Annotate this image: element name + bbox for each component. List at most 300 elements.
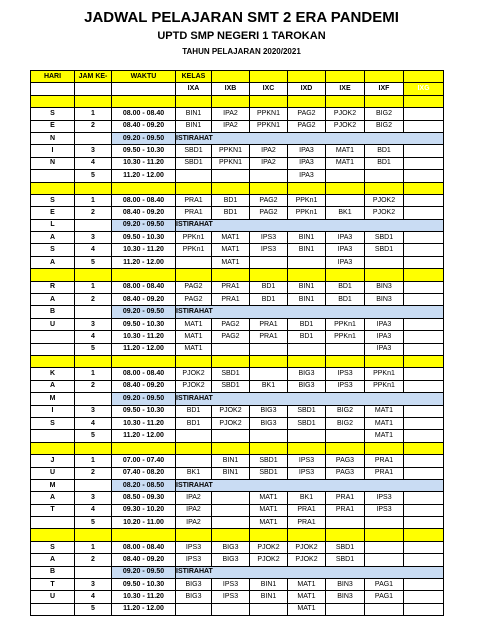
period-number: 1 — [75, 455, 112, 467]
subject-cell: SBD1 — [326, 541, 365, 553]
day-letter: M — [31, 479, 75, 491]
day-letter: S — [31, 108, 75, 120]
time-slot: 09.20 - 09.50 — [112, 306, 176, 318]
period-number: 1 — [75, 108, 112, 120]
subject-cell — [212, 430, 250, 442]
time-slot: 08.00 - 08.40 — [112, 368, 176, 380]
lesson-row — [31, 554, 444, 566]
empty-cell — [404, 541, 444, 553]
period-number: 2 — [75, 207, 112, 219]
subject-cell: SBD1 — [365, 232, 404, 244]
lesson-row — [31, 157, 444, 169]
day-letter — [31, 343, 75, 355]
subject-cell: PAG3 — [326, 467, 365, 479]
subject-cell — [176, 603, 212, 615]
subject-cell — [326, 517, 365, 529]
class-header: IXB — [212, 83, 250, 95]
period-number: 2 — [75, 554, 112, 566]
day-letter: U — [31, 591, 75, 603]
day-letter — [31, 331, 75, 343]
subject-cell: MAT1 — [176, 343, 212, 355]
lesson-row — [31, 430, 444, 442]
time-slot: 09.30 - 10.20 — [112, 504, 176, 516]
empty-cell — [404, 603, 444, 615]
subject-cell: MAT1 — [212, 232, 250, 244]
time-slot: 10.30 - 11.20 — [112, 244, 176, 256]
day-letter: J — [31, 455, 75, 467]
subject-cell — [365, 170, 404, 182]
break-label: ISTIRAHAT — [176, 132, 444, 144]
subject-cell — [176, 455, 212, 467]
subject-cell: MAT1 — [365, 430, 404, 442]
lesson-row — [31, 455, 444, 467]
subject-cell — [250, 368, 288, 380]
time-slot: 08.50 - 09.30 — [112, 492, 176, 504]
period-number — [75, 393, 112, 405]
time-slot: 08.40 - 09.20 — [112, 120, 176, 132]
break-label: ISTIRAHAT — [176, 219, 444, 231]
day-letter: A — [31, 256, 75, 268]
academic-year: TAHUN PELAJARAN 2020/2021 — [182, 47, 301, 56]
lesson-row — [31, 232, 444, 244]
subject-cell: PAG1 — [365, 579, 404, 591]
subject-cell: IPA3 — [326, 256, 365, 268]
period-number: 4 — [75, 244, 112, 256]
break-label: ISTIRAHAT — [176, 479, 444, 491]
period-number: 5 — [75, 343, 112, 355]
period-number: 3 — [75, 492, 112, 504]
empty-cell — [404, 405, 444, 417]
subject-cell — [288, 430, 326, 442]
empty-cell — [404, 554, 444, 566]
time-slot: 07.00 - 07.40 — [112, 455, 176, 467]
subject-cell — [212, 492, 250, 504]
lesson-row — [31, 256, 444, 268]
subject-cell: SBD1 — [250, 467, 288, 479]
time-slot: 10.20 - 11.00 — [112, 517, 176, 529]
subject-cell — [250, 343, 288, 355]
subject-cell: IPA3 — [365, 343, 404, 355]
subject-cell: PJOK2 — [365, 207, 404, 219]
subject-cell — [250, 430, 288, 442]
time-slot: 09.50 - 10.30 — [112, 318, 176, 330]
subject-cell: BIN3 — [365, 294, 404, 306]
period-number — [75, 132, 112, 144]
subject-cell: BIN1 — [250, 579, 288, 591]
day-letter — [31, 170, 75, 182]
lesson-row — [31, 207, 444, 219]
subject-cell: PRA1 — [212, 294, 250, 306]
subject-cell: BIG3 — [288, 368, 326, 380]
lesson-row — [31, 368, 444, 380]
subject-cell — [212, 343, 250, 355]
subject-cell: PAG3 — [326, 455, 365, 467]
subject-cell: PAG2 — [250, 207, 288, 219]
subject-cell: BIN1 — [176, 120, 212, 132]
class-header: IXE — [326, 83, 365, 95]
subject-cell: BK1 — [288, 492, 326, 504]
empty-cell — [404, 157, 444, 169]
period-number: 2 — [75, 467, 112, 479]
period-number: 5 — [75, 517, 112, 529]
subject-cell — [365, 517, 404, 529]
empty-cell — [404, 517, 444, 529]
subject-cell: PRA1 — [326, 504, 365, 516]
subject-cell: SBD1 — [365, 244, 404, 256]
day-letter: N — [31, 132, 75, 144]
subject-cell: IPS3 — [288, 455, 326, 467]
empty-cell — [404, 591, 444, 603]
period-number: 5 — [75, 256, 112, 268]
period-number: 1 — [75, 194, 112, 206]
lesson-row — [31, 294, 444, 306]
empty-cell — [404, 108, 444, 120]
subject-cell: MAT1 — [250, 517, 288, 529]
subject-cell: SBD1 — [288, 405, 326, 417]
subject-cell: IPA3 — [326, 232, 365, 244]
subject-cell — [212, 517, 250, 529]
day-letter: T — [31, 504, 75, 516]
subject-cell: PRA1 — [250, 331, 288, 343]
subject-cell: PJOK2 — [250, 554, 288, 566]
subject-cell: IPA3 — [288, 170, 326, 182]
period-number: 1 — [75, 541, 112, 553]
subject-cell: BD1 — [288, 331, 326, 343]
subject-cell: BD1 — [326, 294, 365, 306]
subject-cell: PRA1 — [288, 504, 326, 516]
period-number: 4 — [75, 504, 112, 516]
period-number: 4 — [75, 417, 112, 429]
class-header: IXC — [250, 83, 288, 95]
subject-cell: PPKn1 — [365, 368, 404, 380]
subject-cell: PPKn1 — [176, 244, 212, 256]
subject-cell: SBD1 — [288, 417, 326, 429]
subject-cell: IPS3 — [250, 244, 288, 256]
time-slot: 08.20 - 08.50 — [112, 479, 176, 491]
subject-cell — [365, 256, 404, 268]
subject-cell: PAG1 — [365, 591, 404, 603]
subject-cell: SBD1 — [250, 455, 288, 467]
subject-cell — [212, 603, 250, 615]
lesson-row — [31, 380, 444, 392]
subject-cell — [176, 430, 212, 442]
lesson-row — [31, 108, 444, 120]
subject-cell: PJOK2 — [326, 108, 365, 120]
subject-cell: BIN1 — [212, 455, 250, 467]
col-header-hari: HARI — [31, 71, 75, 83]
day-separator — [31, 355, 444, 367]
empty-cell — [404, 430, 444, 442]
class-header-row — [31, 83, 444, 95]
day-letter: A — [31, 554, 75, 566]
day-separator — [31, 529, 444, 541]
day-letter: T — [31, 579, 75, 591]
day-letter: E — [31, 120, 75, 132]
day-letter: A — [31, 232, 75, 244]
subject-cell: BD1 — [250, 281, 288, 293]
empty-cell — [404, 170, 444, 182]
time-slot: 09.50 - 10.30 — [112, 145, 176, 157]
subject-cell: PJOK2 — [176, 380, 212, 392]
subject-cell: IPS3 — [176, 554, 212, 566]
period-number: 4 — [75, 591, 112, 603]
time-slot: 08.40 - 09.20 — [112, 380, 176, 392]
subject-cell: PRA1 — [326, 492, 365, 504]
col-header-waktu: WAKTU — [112, 71, 176, 83]
subject-cell: IPS3 — [212, 591, 250, 603]
subject-cell — [288, 343, 326, 355]
empty-cell — [404, 318, 444, 330]
subject-cell — [365, 541, 404, 553]
subject-cell — [250, 603, 288, 615]
period-number — [75, 566, 112, 578]
subject-cell: BK1 — [326, 207, 365, 219]
subject-cell: BIG2 — [365, 120, 404, 132]
subject-cell: BIG3 — [250, 405, 288, 417]
break-label: ISTIRAHAT — [176, 306, 444, 318]
subject-cell: PJOK2 — [288, 554, 326, 566]
break-row — [31, 132, 444, 144]
empty-cell — [404, 232, 444, 244]
period-number: 4 — [75, 157, 112, 169]
period-number — [75, 306, 112, 318]
period-number: 3 — [75, 145, 112, 157]
subject-cell: BIG3 — [250, 417, 288, 429]
subject-cell: IPA2 — [250, 145, 288, 157]
subject-cell: BIN1 — [250, 591, 288, 603]
subject-cell: BIN1 — [288, 232, 326, 244]
school-name: UPTD SMP NEGERI 1 TAROKAN — [157, 30, 326, 42]
subject-cell: IPA3 — [326, 244, 365, 256]
subject-cell: IPS3 — [365, 492, 404, 504]
subject-cell: BIN1 — [176, 108, 212, 120]
break-label: ISTIRAHAT — [176, 566, 444, 578]
subject-cell: SBD1 — [326, 554, 365, 566]
subject-cell: IPA2 — [212, 120, 250, 132]
subject-cell — [326, 430, 365, 442]
empty-cell — [404, 492, 444, 504]
subject-cell — [176, 170, 212, 182]
subject-cell: PPKn1 — [288, 194, 326, 206]
subject-cell: BD1 — [250, 294, 288, 306]
subject-cell: IPA3 — [365, 331, 404, 343]
day-letter: E — [31, 207, 75, 219]
subject-cell — [250, 170, 288, 182]
lesson-row — [31, 504, 444, 516]
subject-cell: PRA1 — [176, 194, 212, 206]
page-title: JADWAL PELAJARAN SMT 2 ERA PANDEMI — [84, 9, 399, 26]
break-row — [31, 219, 444, 231]
lesson-row — [31, 170, 444, 182]
subject-cell: BD1 — [326, 281, 365, 293]
period-number: 2 — [75, 380, 112, 392]
time-slot: 10.30 - 11.20 — [112, 331, 176, 343]
subject-cell: BIG3 — [288, 380, 326, 392]
break-row — [31, 566, 444, 578]
subject-cell: BD1 — [212, 207, 250, 219]
subject-cell: PRA1 — [365, 455, 404, 467]
lesson-row — [31, 492, 444, 504]
time-slot: 08.00 - 08.40 — [112, 194, 176, 206]
time-slot: 10.30 - 11.20 — [112, 591, 176, 603]
subject-cell — [212, 170, 250, 182]
subject-cell — [326, 194, 365, 206]
subject-cell: MAT1 — [212, 256, 250, 268]
empty-cell — [404, 368, 444, 380]
period-number — [75, 219, 112, 231]
subject-cell: BD1 — [212, 194, 250, 206]
subject-cell: PRA1 — [250, 318, 288, 330]
day-letter: I — [31, 145, 75, 157]
subject-cell — [288, 256, 326, 268]
period-number: 2 — [75, 294, 112, 306]
time-slot: 11.20 - 12.00 — [112, 430, 176, 442]
subject-cell: PAG2 — [288, 120, 326, 132]
period-number: 5 — [75, 603, 112, 615]
subject-cell: IPA3 — [365, 318, 404, 330]
subject-cell: PJOK2 — [288, 541, 326, 553]
subject-cell: BIG3 — [212, 541, 250, 553]
period-number: 3 — [75, 318, 112, 330]
subject-cell: PJOK2 — [326, 120, 365, 132]
time-slot: 09.20 - 09.50 — [112, 566, 176, 578]
subject-cell: MAT1 — [365, 405, 404, 417]
subject-cell: MAT1 — [250, 504, 288, 516]
subject-cell: MAT1 — [176, 318, 212, 330]
col-header-kelas: KELAS — [176, 71, 212, 83]
lesson-row — [31, 417, 444, 429]
empty-cell — [404, 579, 444, 591]
subject-cell: BD1 — [176, 405, 212, 417]
lesson-row — [31, 579, 444, 591]
day-letter: L — [31, 219, 75, 231]
subject-cell: PPKn1 — [288, 207, 326, 219]
subject-cell: IPS3 — [326, 380, 365, 392]
subject-cell: PAG2 — [176, 294, 212, 306]
class-header: IXA — [176, 83, 212, 95]
day-letter — [31, 430, 75, 442]
subject-cell: BK1 — [176, 467, 212, 479]
lesson-row — [31, 467, 444, 479]
subject-cell — [365, 554, 404, 566]
subject-cell: PPKN1 — [250, 120, 288, 132]
empty-cell — [404, 207, 444, 219]
lesson-row — [31, 281, 444, 293]
class-header: IXD — [288, 83, 326, 95]
time-slot: 07.40 - 08.20 — [112, 467, 176, 479]
lesson-row — [31, 120, 444, 132]
subject-cell: PRA1 — [212, 281, 250, 293]
subject-cell: BIN1 — [288, 244, 326, 256]
day-letter: R — [31, 281, 75, 293]
day-letter — [31, 603, 75, 615]
time-slot: 11.20 - 12.00 — [112, 603, 176, 615]
subject-cell: MAT1 — [288, 603, 326, 615]
subject-cell: PPKn1 — [326, 318, 365, 330]
subject-cell: BIN1 — [288, 294, 326, 306]
subject-cell: PRA1 — [365, 467, 404, 479]
subject-cell — [365, 603, 404, 615]
subject-cell: SBD1 — [176, 157, 212, 169]
subject-cell: BIG2 — [326, 417, 365, 429]
subject-cell — [326, 343, 365, 355]
subject-cell: IPA2 — [176, 517, 212, 529]
subject-cell: MAT1 — [212, 244, 250, 256]
period-number — [75, 479, 112, 491]
subject-cell: PAG2 — [212, 318, 250, 330]
subject-cell: BK1 — [250, 380, 288, 392]
period-number: 3 — [75, 579, 112, 591]
subject-cell: PJOK2 — [176, 368, 212, 380]
subject-cell: BIG3 — [176, 591, 212, 603]
lesson-row — [31, 603, 444, 615]
subject-cell: BD1 — [176, 417, 212, 429]
empty-cell — [404, 417, 444, 429]
subject-cell: PRA1 — [176, 207, 212, 219]
class-header: IXG — [404, 83, 444, 95]
time-slot: 08.00 - 08.40 — [112, 281, 176, 293]
day-letter: A — [31, 492, 75, 504]
day-letter: A — [31, 380, 75, 392]
subject-cell: BIN3 — [326, 579, 365, 591]
subject-cell: PPKN1 — [212, 145, 250, 157]
subject-cell: PAG2 — [212, 331, 250, 343]
subject-cell: PPKn1 — [176, 232, 212, 244]
empty-cell — [404, 467, 444, 479]
subject-cell: IPS3 — [365, 504, 404, 516]
subject-cell: IPA3 — [288, 145, 326, 157]
day-separator — [31, 182, 444, 194]
time-slot: 10.30 - 11.20 — [112, 157, 176, 169]
break-label: ISTIRAHAT — [176, 393, 444, 405]
subject-cell — [176, 256, 212, 268]
break-row — [31, 393, 444, 405]
period-number: 1 — [75, 368, 112, 380]
day-separator — [31, 442, 444, 454]
empty-cell — [404, 380, 444, 392]
subject-cell — [326, 170, 365, 182]
time-slot: 08.40 - 09.20 — [112, 207, 176, 219]
period-number: 5 — [75, 430, 112, 442]
subject-cell: BIG3 — [212, 554, 250, 566]
lesson-row — [31, 591, 444, 603]
day-letter: N — [31, 157, 75, 169]
subject-cell: PJOK2 — [365, 194, 404, 206]
subject-cell: BIN3 — [365, 281, 404, 293]
lesson-row — [31, 318, 444, 330]
time-slot: 09.20 - 09.50 — [112, 132, 176, 144]
subject-cell: PPKn1 — [365, 380, 404, 392]
empty-cell — [404, 331, 444, 343]
time-slot: 11.20 - 12.00 — [112, 170, 176, 182]
subject-cell — [250, 256, 288, 268]
period-number: 2 — [75, 120, 112, 132]
empty-cell — [404, 145, 444, 157]
subject-cell: PPKN1 — [250, 108, 288, 120]
subject-cell: PJOK2 — [250, 541, 288, 553]
time-slot: 08.00 - 08.40 — [112, 541, 176, 553]
day-letter: A — [31, 294, 75, 306]
subject-cell: BD1 — [365, 145, 404, 157]
time-slot: 08.40 - 09.20 — [112, 554, 176, 566]
day-letter: S — [31, 541, 75, 553]
break-row — [31, 306, 444, 318]
day-letter: U — [31, 318, 75, 330]
day-letter: S — [31, 194, 75, 206]
period-number: 3 — [75, 232, 112, 244]
day-letter: M — [31, 393, 75, 405]
time-slot: 09.50 - 10.30 — [112, 405, 176, 417]
